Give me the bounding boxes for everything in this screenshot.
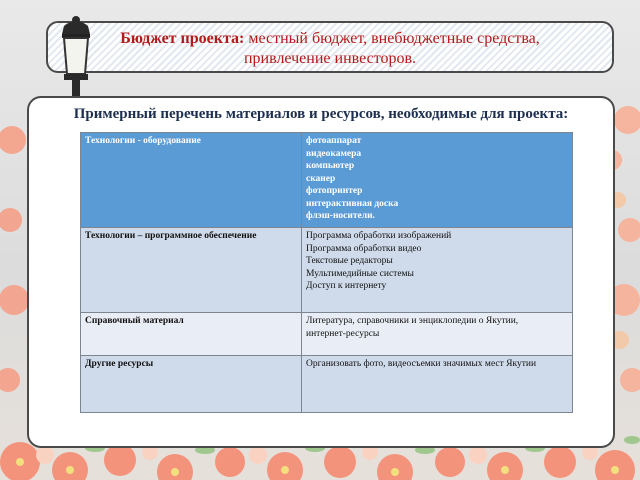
table-row <box>81 313 573 356</box>
resources-table <box>80 132 573 413</box>
list-item: Доступ к интернету <box>306 281 387 291</box>
list-item: Литература, справочники и энциклопедии о Якутии, <box>306 316 519 326</box>
category-cell <box>81 228 302 313</box>
budget-banner <box>46 21 614 73</box>
list-item: видеокамера <box>306 148 362 159</box>
card-title: Примерный перечень материалов и ресурсов, необходимые для проекта: <box>73 106 569 122</box>
items-cell <box>302 133 573 228</box>
list-item: Программа обработки изображений <box>306 231 452 241</box>
budget-label: Бюджет проекта: <box>120 30 245 47</box>
table-row <box>81 356 573 413</box>
budget-text: местный бюджет, внебюджетные средства, <box>248 30 540 47</box>
resources-card <box>27 96 615 448</box>
category-cell <box>81 356 302 413</box>
category-label: Справочный материал <box>85 316 184 326</box>
list-item: Организовать фото, видеосъемки значимых мест Якутии <box>306 359 537 369</box>
items-cell <box>302 356 573 413</box>
items-cell <box>302 228 573 313</box>
list-item: фотопринтер <box>306 186 363 196</box>
list-item: фотоаппарат <box>306 136 362 146</box>
category-label: Другие ресурсы <box>85 359 154 369</box>
list-item: Текстовые редакторы <box>306 256 393 266</box>
table-row <box>81 228 573 313</box>
category-label: Технологии - оборудование <box>85 136 201 146</box>
list-item: интерактивная доска <box>306 198 399 209</box>
list-item: флэш-носители. <box>306 211 375 221</box>
category-cell <box>81 133 302 228</box>
list-item: Программа обработки видео <box>306 243 422 254</box>
list-item: Мультимедийные системы <box>306 268 414 279</box>
table-row <box>81 133 573 228</box>
list-item: интернет-ресурсы <box>306 328 380 339</box>
category-cell <box>81 313 302 356</box>
category-label: Технологии – программное обеспечение <box>85 231 257 241</box>
budget-text-2: привлечение инвесторов. <box>243 50 417 67</box>
items-cell <box>302 313 573 356</box>
list-item: компьютер <box>306 161 355 171</box>
list-item: сканер <box>306 173 336 184</box>
